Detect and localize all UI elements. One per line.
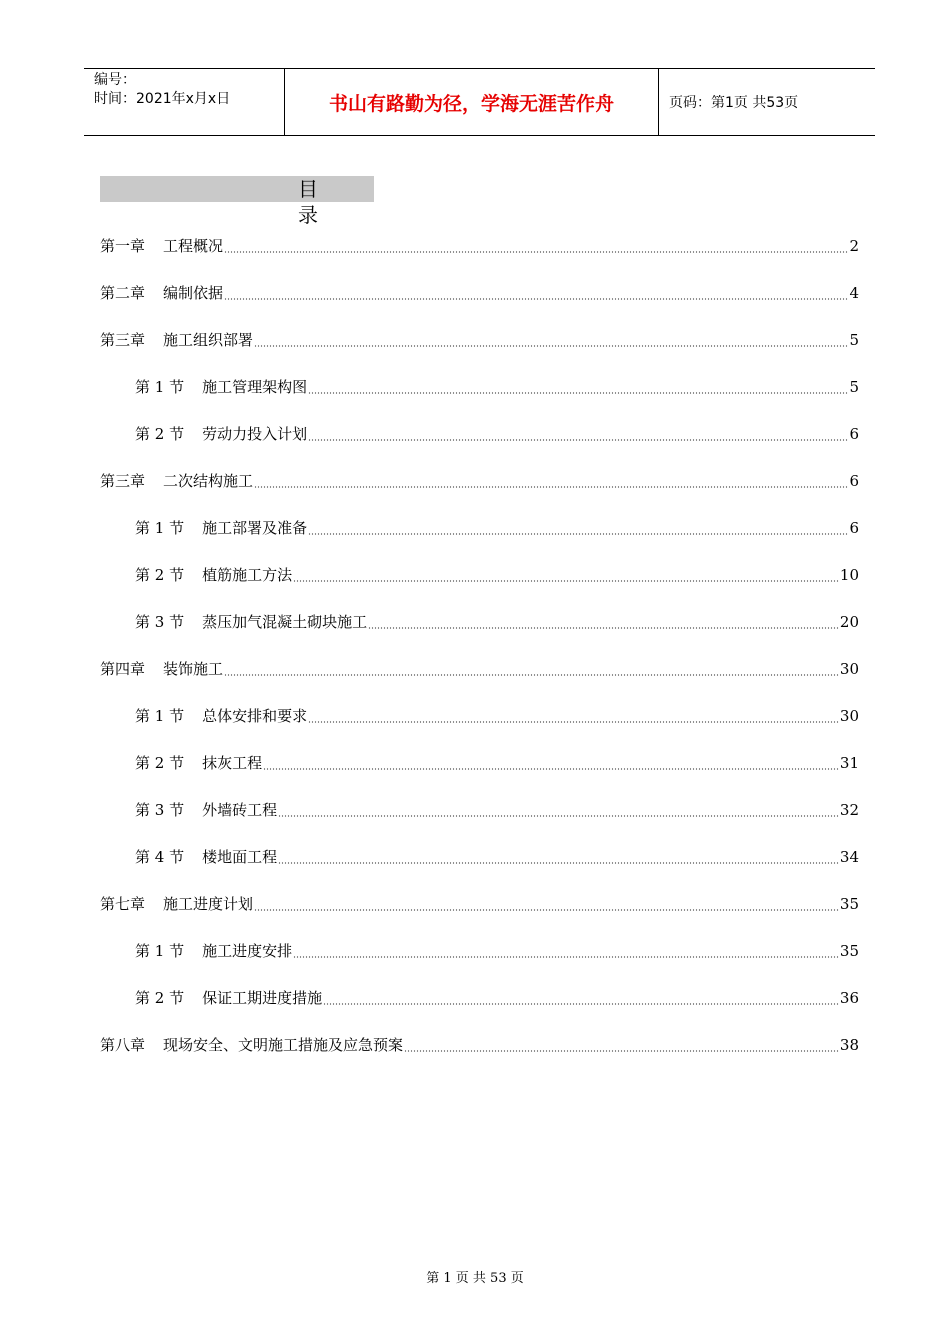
toc-entry-page: 36 bbox=[839, 988, 859, 1007]
toc-entry-number: 第三章 bbox=[100, 331, 146, 349]
toc-entry-page: 5 bbox=[849, 377, 859, 396]
toc-entry-page: 6 bbox=[849, 518, 859, 537]
toc-dot-leader bbox=[224, 674, 839, 676]
time-label: 时间：2021年x月x日 bbox=[94, 91, 231, 107]
toc-entry-page: 6 bbox=[849, 471, 859, 490]
toc-entry[interactable] bbox=[100, 410, 859, 457]
toc-entry-page: 10 bbox=[839, 565, 859, 584]
title-shade bbox=[100, 176, 296, 202]
toc-entry-title: 外墙砖工程 bbox=[202, 801, 278, 819]
page-header bbox=[84, 68, 875, 136]
toc-entry-number: 第 1 节 bbox=[135, 707, 185, 725]
toc-entry-title: 现场安全、文明施工措施及应急预案 bbox=[163, 1036, 404, 1054]
toc-entry[interactable] bbox=[100, 363, 859, 410]
toc-entry-title: 保证工期进度措施 bbox=[202, 989, 323, 1007]
toc-entry-title: 劳动力投入计划 bbox=[202, 425, 308, 443]
toc-entry[interactable] bbox=[100, 974, 859, 1021]
header-meta bbox=[84, 69, 285, 135]
toc-entry-page: 5 bbox=[849, 330, 859, 349]
toc-entry[interactable] bbox=[100, 598, 859, 645]
toc-dot-leader bbox=[254, 345, 848, 347]
toc-entry-title: 植筋施工方法 bbox=[202, 566, 293, 584]
toc-entry-page: 30 bbox=[839, 659, 859, 678]
toc-entry-number: 第 3 节 bbox=[135, 613, 185, 631]
toc-entry-number: 第 2 节 bbox=[135, 425, 185, 443]
toc-entry-page: 20 bbox=[839, 612, 859, 631]
toc-entry-number: 第 4 节 bbox=[135, 848, 185, 866]
toc-entry[interactable] bbox=[100, 786, 859, 833]
toc-dot-leader bbox=[368, 627, 839, 629]
table-of-contents bbox=[100, 222, 859, 1068]
toc-entry[interactable] bbox=[100, 457, 859, 504]
toc-entry-number: 第 1 节 bbox=[135, 942, 185, 960]
toc-entry[interactable] bbox=[100, 316, 859, 363]
toc-dot-leader bbox=[254, 909, 839, 911]
toc-entry[interactable] bbox=[100, 504, 859, 551]
toc-entry-number: 第七章 bbox=[100, 895, 146, 913]
toc-dot-leader bbox=[278, 862, 839, 864]
toc-entry-number: 第四章 bbox=[100, 660, 146, 678]
toc-entry-number: 第 3 节 bbox=[135, 801, 185, 819]
page-footer: 第 1 页 共 53 页 bbox=[426, 1271, 524, 1286]
toc-entry[interactable] bbox=[100, 222, 859, 269]
toc-entry-title: 施工组织部署 bbox=[163, 331, 254, 349]
toc-entry-page: 2 bbox=[849, 236, 859, 255]
toc-entry-page: 30 bbox=[839, 706, 859, 725]
toc-entry-page: 32 bbox=[839, 800, 859, 819]
toc-entry-number: 第三章 bbox=[100, 472, 146, 490]
toc-dot-leader bbox=[224, 298, 848, 300]
toc-entry-title: 施工进度安排 bbox=[202, 942, 293, 960]
header-motto: 书山有路勤为径，学海无涯苦作舟 bbox=[285, 69, 659, 135]
toc-entry-page: 6 bbox=[849, 424, 859, 443]
toc-entry[interactable] bbox=[100, 880, 859, 927]
toc-entry-title: 装饰施工 bbox=[163, 660, 224, 678]
toc-entry[interactable] bbox=[100, 833, 859, 880]
toc-entry[interactable] bbox=[100, 645, 859, 692]
header-page-info: 页码：第1页 共53页 bbox=[669, 95, 799, 111]
toc-entry[interactable] bbox=[100, 739, 859, 786]
toc-entry[interactable] bbox=[100, 1021, 859, 1068]
toc-dot-leader bbox=[293, 956, 839, 958]
serial-label: 编号： bbox=[94, 72, 136, 88]
toc-entry[interactable] bbox=[100, 927, 859, 974]
toc-entry-number: 第二章 bbox=[100, 284, 146, 302]
toc-dot-leader bbox=[278, 815, 839, 817]
toc-entry-title: 工程概况 bbox=[163, 237, 224, 255]
toc-entry-page: 34 bbox=[839, 847, 859, 866]
toc-dot-leader bbox=[293, 580, 839, 582]
toc-dot-leader bbox=[308, 533, 848, 535]
toc-dot-leader bbox=[308, 392, 848, 394]
toc-entry-page: 38 bbox=[839, 1035, 859, 1054]
toc-dot-leader bbox=[263, 768, 839, 770]
toc-entry-title: 施工进度计划 bbox=[163, 895, 254, 913]
toc-entry-page: 35 bbox=[839, 894, 859, 913]
toc-entry-page: 35 bbox=[839, 941, 859, 960]
toc-entry-title: 抹灰工程 bbox=[202, 754, 263, 772]
toc-dot-leader bbox=[404, 1050, 839, 1052]
toc-entry-title: 施工部署及准备 bbox=[202, 519, 308, 537]
toc-entry-title: 楼地面工程 bbox=[202, 848, 278, 866]
toc-entry-number: 第 2 节 bbox=[135, 566, 185, 584]
toc-entry-number: 第 2 节 bbox=[135, 989, 185, 1007]
toc-entry-page: 31 bbox=[839, 753, 859, 772]
toc-dot-leader bbox=[308, 439, 848, 441]
toc-entry-number: 第一章 bbox=[100, 237, 146, 255]
toc-entry-title: 二次结构施工 bbox=[163, 472, 254, 490]
toc-dot-leader bbox=[308, 721, 839, 723]
toc-title-block bbox=[100, 176, 374, 227]
toc-entry-number: 第八章 bbox=[100, 1036, 146, 1054]
toc-title: 目 录 bbox=[296, 176, 374, 202]
toc-entry[interactable] bbox=[100, 551, 859, 598]
toc-entry-number: 第 1 节 bbox=[135, 378, 185, 396]
toc-entry-title: 总体安排和要求 bbox=[202, 707, 308, 725]
toc-entry-title: 施工管理架构图 bbox=[202, 378, 308, 396]
toc-entry[interactable] bbox=[100, 692, 859, 739]
toc-entry-title: 蒸压加气混凝土砌块施工 bbox=[202, 613, 368, 631]
toc-entry-page: 4 bbox=[849, 283, 859, 302]
toc-dot-leader bbox=[224, 251, 848, 253]
toc-entry-number: 第 2 节 bbox=[135, 754, 185, 772]
toc-entry-number: 第 1 节 bbox=[135, 519, 185, 537]
toc-entry-title: 编制依据 bbox=[163, 284, 224, 302]
toc-dot-leader bbox=[323, 1003, 839, 1005]
toc-dot-leader bbox=[254, 486, 848, 488]
toc-entry[interactable] bbox=[100, 269, 859, 316]
